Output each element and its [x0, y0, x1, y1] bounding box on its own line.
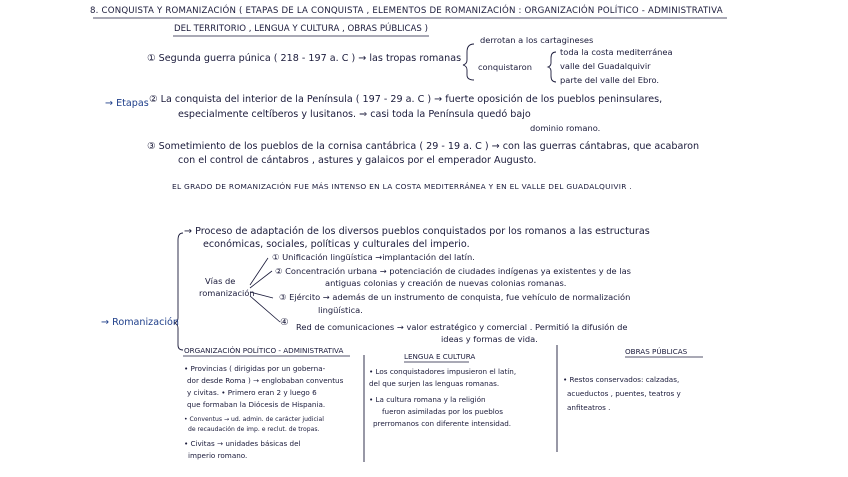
lengua-heading: LENGUA E CULTURA	[404, 352, 476, 361]
org-civitas-2: imperio romano.	[188, 451, 248, 460]
lengua-line-3: • La cultura romana y la religión	[369, 395, 486, 404]
via-3b: lingüística.	[318, 305, 363, 315]
org-civitas-1: • Civitas → unidades básicas del	[184, 439, 301, 448]
lengua-line-1: • Los conquistadores impusieron el latín,	[369, 367, 517, 376]
brace-etapa1	[463, 44, 474, 80]
etapa-3-text: ③ Sometimiento de los pueblos de la cornisa cantábrica ( 29 - 19 a. C ) → con las guerras cántabras, que acabaron	[147, 141, 700, 152]
etapa-1-c1: toda la costa mediterránea	[560, 47, 673, 57]
proceso-line2: económicas, sociales, políticas y culturales del imperio.	[203, 239, 470, 250]
org-heading: ORGANIZACIÓN POLÍTICO - ADMINISTRATIVA	[184, 346, 344, 355]
via-4-num: ④	[280, 317, 289, 328]
obras-line-2: acueductos , puentes, teatros y	[567, 389, 681, 398]
vias-label-2: romanización	[199, 288, 255, 298]
grado-romanizacion: EL GRADO DE ROMANIZACIÓN FUE MÁS INTENSO EN LA COSTA MEDITERRÁNEA Y EN EL VALLE DEL GUADALQUIVIR .	[172, 182, 632, 191]
via-4: Red de comunicaciones → valor estratégico y comercial . Permitió la difusión de	[296, 322, 628, 332]
org-line-1: • Provincias ( dirigidas por un goberna-	[184, 364, 326, 373]
lengua-line-5: prerromanos con diferente intensidad.	[373, 419, 512, 428]
etapa-1-derrotan: derrotan a los cartagineses	[480, 35, 594, 45]
etapa-3-line2: con el control de cántabros , astures y galaicos por el emperador Augusto.	[178, 155, 537, 166]
etapa-2-text: ② La conquista del interior de la Península ( 197 - 29 a. C ) → fuerte oposición de los pueblos peninsulares,	[149, 94, 663, 105]
brace-conquistaron	[548, 52, 556, 82]
romanizacion-label: → Romanización	[101, 317, 179, 328]
etapa-1-conquistaron: conquistaron	[478, 62, 532, 72]
etapa-1-text: ① Segunda guerra púnica ( 218 - 197 a. C ) → las tropas romanas	[147, 53, 462, 64]
page-subtitle: DEL TERRITORIO , LENGUA Y CULTURA , OBRAS PÚBLICAS )	[174, 24, 428, 34]
obras-line-3: anfiteatros .	[567, 403, 611, 412]
org-line-3: y civitas. • Primero eran 2 y luego 6	[187, 388, 317, 397]
via-2b: antiguas colonias y creación de nuevas colonias romanas.	[325, 278, 567, 288]
org-conventus-1: • Conventus → ud. admin. de carácter judicial	[184, 416, 324, 423]
etapa-2-line2: especialmente celtíberos y lusitanos. ⇒ casi toda la Península quedó bajo	[178, 109, 531, 120]
etapas-label: → Etapas	[105, 98, 149, 109]
etapa-1-c3: parte del valle del Ebro.	[560, 75, 660, 85]
org-conventus-2: de recaudación de imp. e reclut. de tropas.	[188, 426, 320, 433]
lengua-line-2: del que surjen las lenguas romanas.	[369, 379, 500, 388]
obras-line-1: • Restos conservados: calzadas,	[563, 375, 680, 384]
obras-heading: OBRAS PÚBLICAS	[625, 347, 688, 356]
etapa-1-c2: valle del Guadalquivir	[560, 61, 651, 71]
via-3: ③ Ejército → además de un instrumento de conquista, fue vehículo de normalización	[279, 292, 631, 302]
vias-label-1: Vías de	[205, 276, 236, 286]
via-1: ① Unificación lingüística →implantación del latín.	[272, 252, 475, 262]
page-title: 8. CONQUISTA Y ROMANIZACIÓN ( ETAPAS DE LA CONQUISTA , ELEMENTOS DE ROMANIZACIÓN : ORGANIZACIÓN POLÍTICO - ADMINISTRATIVA	[90, 6, 723, 16]
via-2: ② Concentración urbana → potenciación de ciudades indígenas ya existentes y de las	[275, 266, 632, 276]
proceso-line1: → Proceso de adaptación de los diversos pueblos conquistados por los romanos a las estructuras	[184, 226, 650, 237]
org-line-4: que formaban la Diócesis de Hispania.	[187, 400, 326, 409]
org-line-2: dor desde Roma ) → englobaban conventus	[187, 376, 344, 385]
etapa-2-line3: dominio romano.	[530, 123, 601, 133]
brace-romanizacion	[174, 233, 183, 350]
lengua-line-4: fueron asimiladas por los pueblos	[382, 407, 503, 416]
via-4b: ideas y formas de vida.	[441, 334, 538, 344]
